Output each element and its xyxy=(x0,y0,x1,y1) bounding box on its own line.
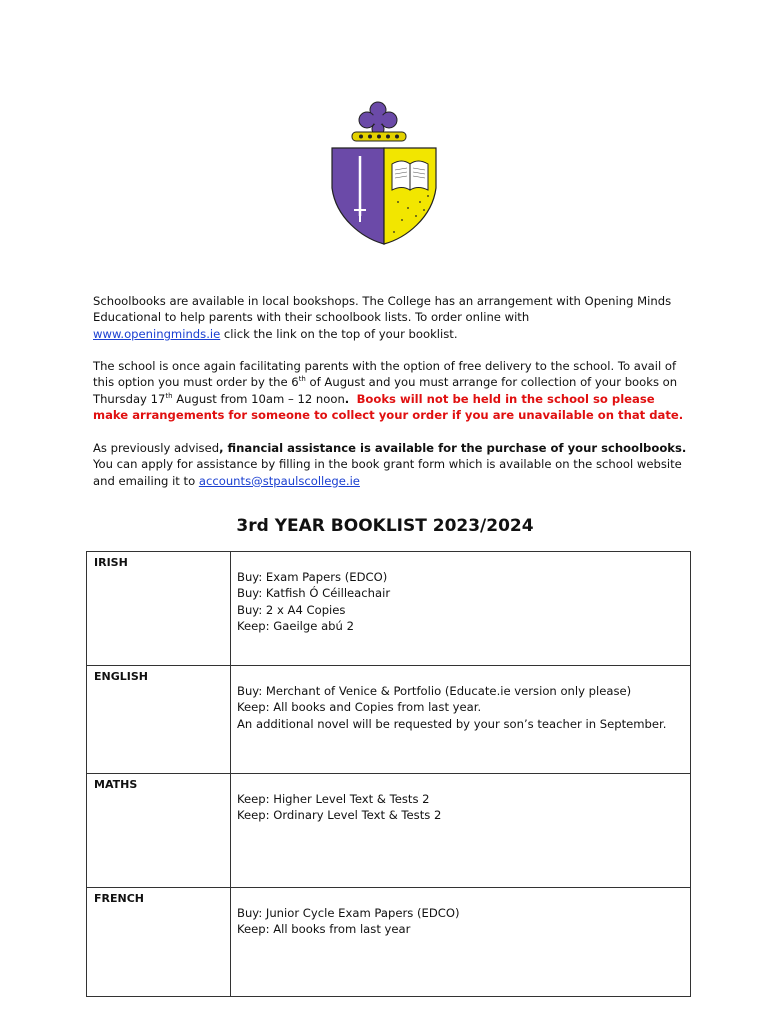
subject-items xyxy=(231,666,691,774)
book-item: An additional novel will be requested by your son’s teacher in September. xyxy=(237,716,667,731)
accounts-email-link[interactable]: accounts@stpaulscollege.ie xyxy=(198,473,360,488)
intro-paragraph-delivery xyxy=(93,358,693,423)
subject-items xyxy=(231,888,691,997)
intro-text: Schoolbooks are available in local bookshops. The College has an arrangement with Opening Minds Educational to help parents with their schoolbook lists. To order online with xyxy=(93,294,672,325)
openingminds-link[interactable]: www.openingminds.ie xyxy=(93,326,221,341)
subject-name: FRENCH xyxy=(87,888,231,997)
book-item: Keep: Ordinary Level Text & Tests 2 xyxy=(237,808,442,823)
collection-warning: Books will not be held in the school so please make arrangements for someone to collect your order if you are unavailable on that date. xyxy=(93,391,684,422)
shield-left-half xyxy=(332,148,384,244)
booklist-row xyxy=(87,774,691,888)
intro-text: click the link on the top of your booklist. xyxy=(220,326,458,341)
intro-paragraph-financial-assistance xyxy=(93,440,693,489)
subject-name: MATHS xyxy=(87,774,231,888)
book-item: Buy: Merchant of Venice & Portfolio (Educate.ie version only please) xyxy=(237,684,632,698)
open-book-icon xyxy=(392,161,428,190)
book-item: Keep: All books and Copies from last year. xyxy=(237,700,482,715)
booklist-title: 3rd YEAR BOOKLIST 2023/2024 xyxy=(236,516,534,536)
subject-name: ENGLISH xyxy=(87,666,231,774)
ordinal-suffix: th xyxy=(165,391,173,400)
book-item: Buy: Exam Papers (EDCO) xyxy=(237,570,388,584)
subject-items xyxy=(231,774,691,888)
crest-cross xyxy=(359,102,397,135)
subject-name: IRISH xyxy=(87,552,231,666)
delivery-text: August from 10am – 12 noon xyxy=(172,391,345,406)
college-crest-logo xyxy=(328,98,440,248)
booklist-row xyxy=(87,888,691,997)
intro-paragraph-bookshops xyxy=(93,293,693,342)
book-item: Buy: 2 x A4 Copies xyxy=(237,602,346,617)
assistance-text: As previously advised xyxy=(93,441,220,455)
book-item: Buy: Katfish Ó Céilleachair xyxy=(237,586,391,601)
book-item: Buy: Junior Cycle Exam Papers (EDCO) xyxy=(237,906,460,920)
book-item: Keep: Higher Level Text & Tests 2 xyxy=(237,792,430,806)
booklist-table xyxy=(86,551,691,997)
book-item: Keep: Gaeilge abú 2 xyxy=(237,618,354,633)
assistance-highlight: , financial assistance is available for the purchase of your schoolbooks. xyxy=(219,441,687,455)
assistance-text: You can apply for assistance by filling in the book grant form which is available on the school website and emailing it to xyxy=(93,457,682,488)
ordinal-suffix: th xyxy=(298,375,306,384)
booklist-row xyxy=(87,552,691,666)
delivery-text: . xyxy=(344,391,350,406)
booklist-row xyxy=(87,666,691,774)
delivery-text: The school is once again facilitating parents with the option of free delivery to the school. To avail of this option you must order by the 6 xyxy=(93,359,677,390)
subject-items xyxy=(231,552,691,666)
book-item: Keep: All books from last year xyxy=(237,922,411,937)
delivery-text: of August and you must arrange for collection of your books on Thursday 17 xyxy=(93,375,678,406)
